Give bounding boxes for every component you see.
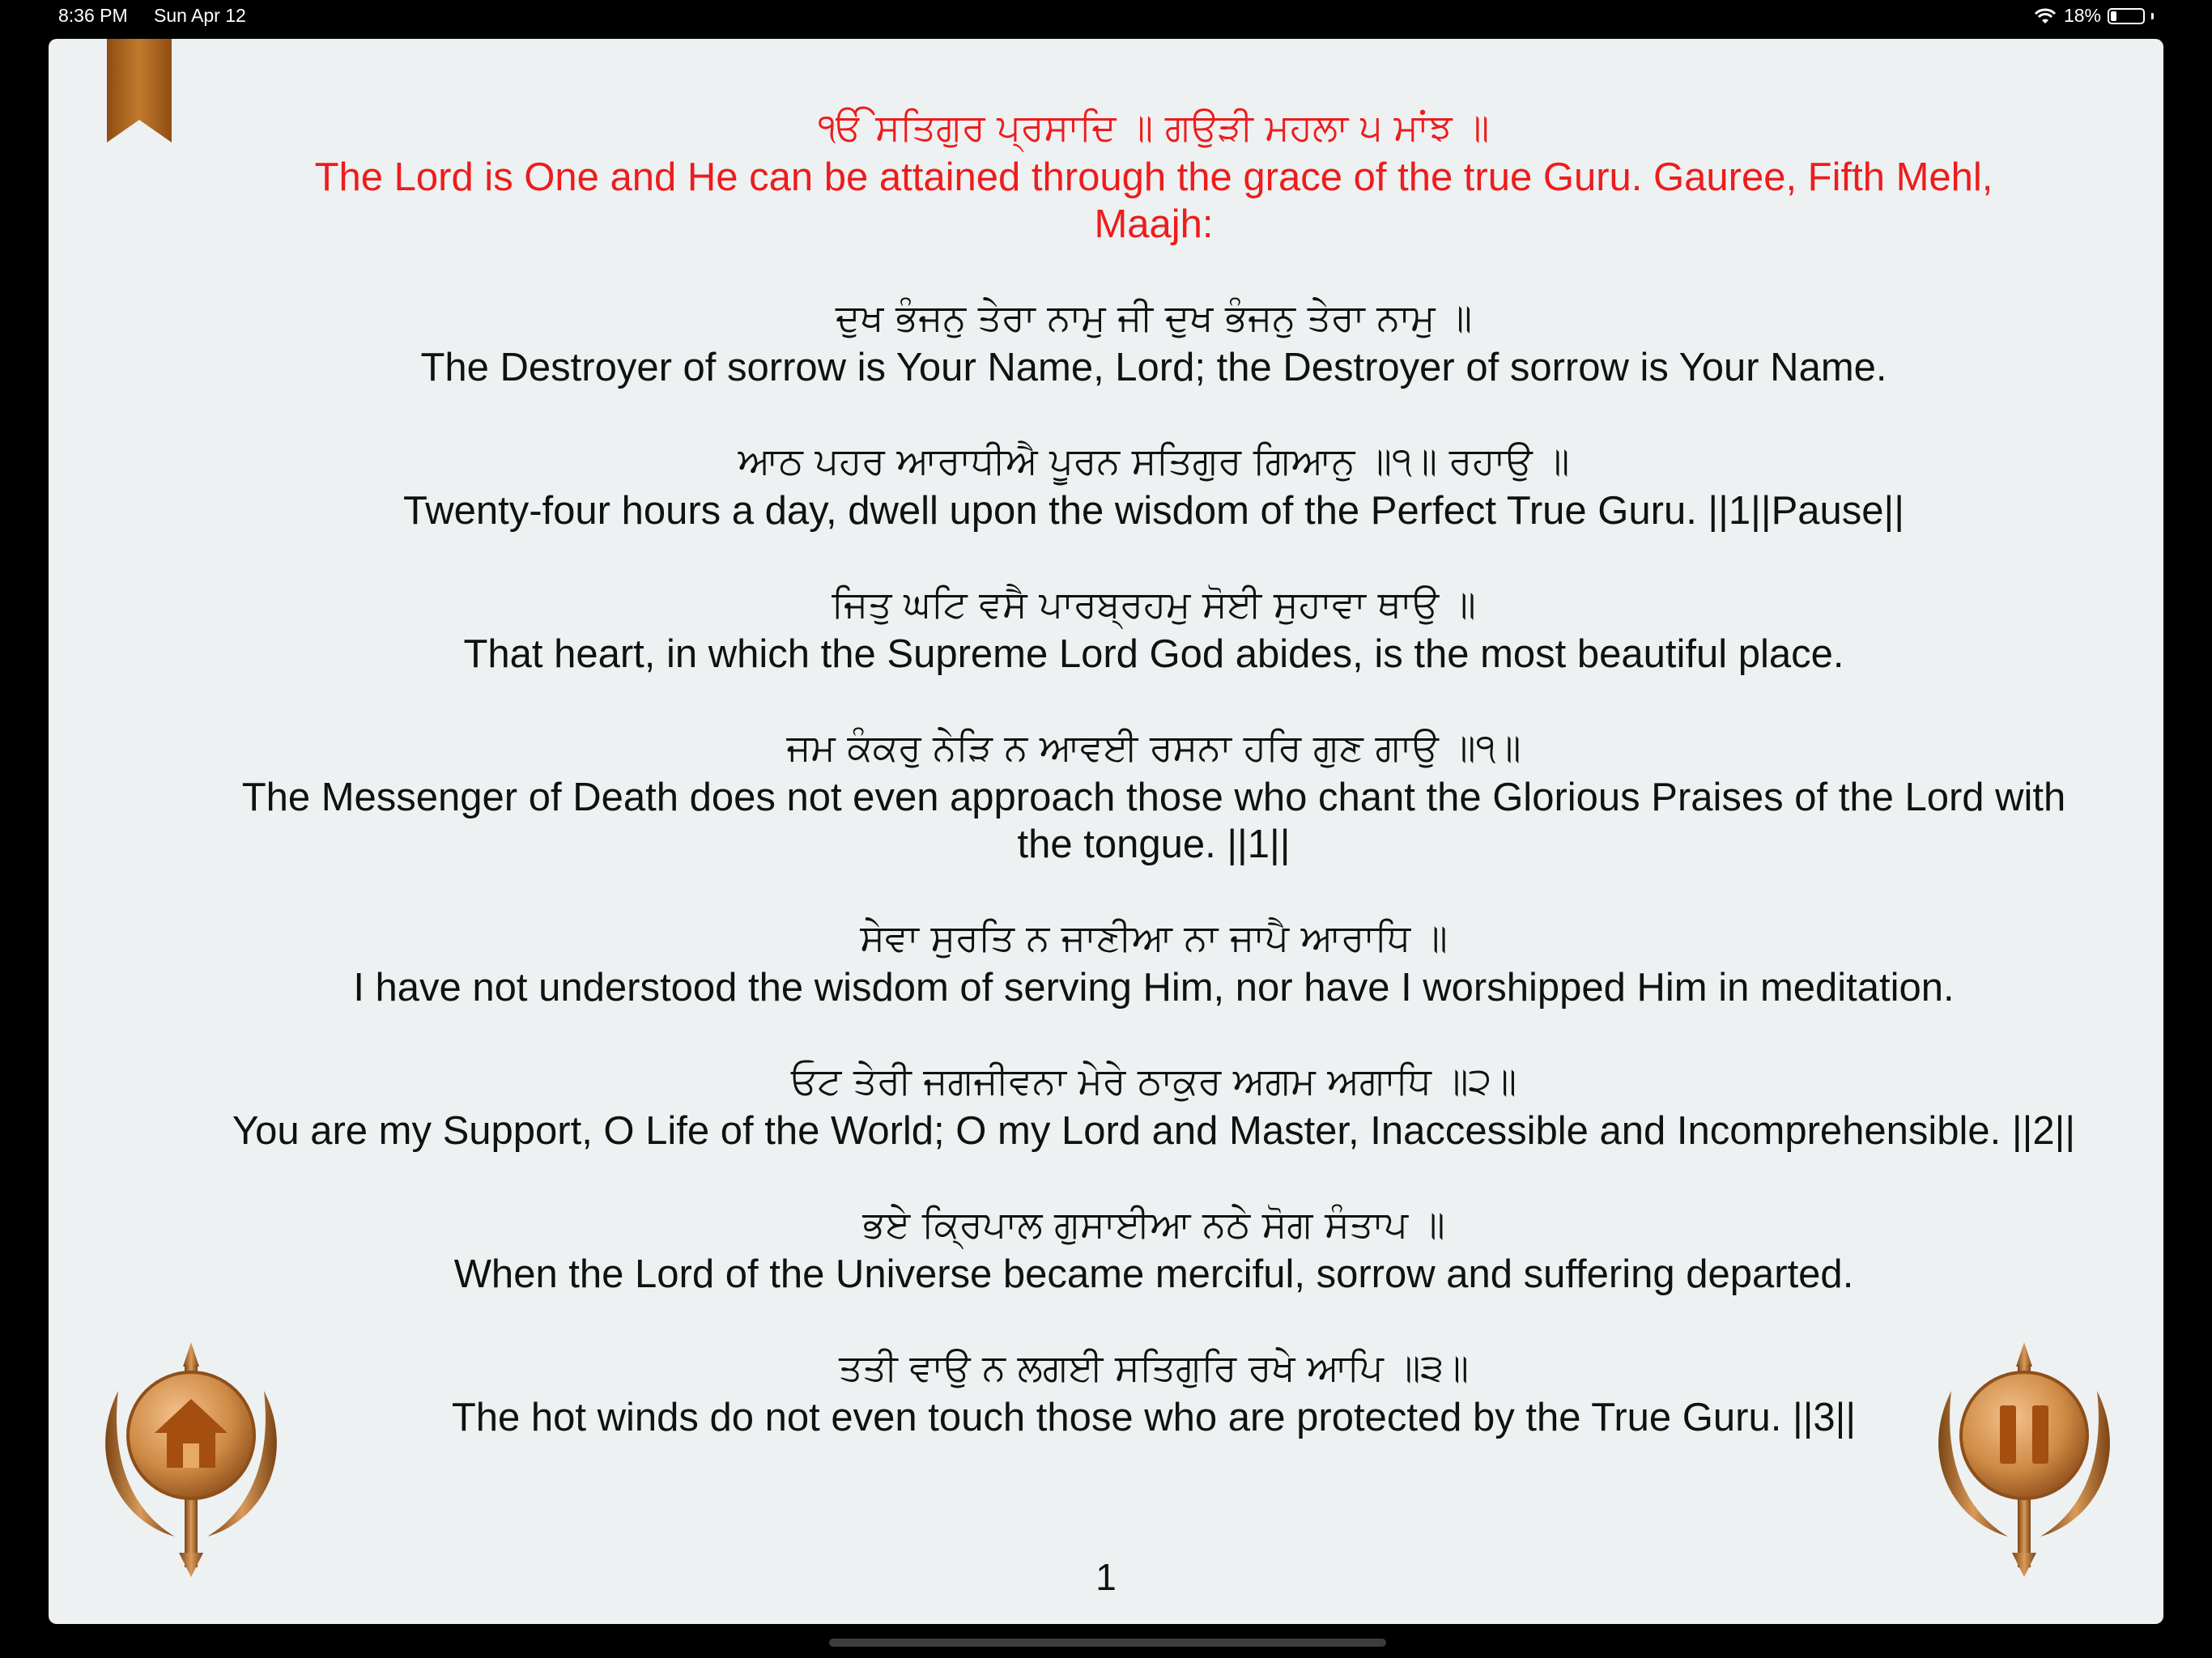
heading-gurmukhi: ੴ ਸਤਿਗੁਰ ਪ੍ਰਸਾਦਿ ॥ ਗਉੜੀ ਮਹਲਾ ੫ ਮਾਂਝ ॥	[818, 105, 1490, 149]
verse-gurmukhi: ਓਟ ਤੇਰੀ ਜਗਜੀਵਨਾ ਮੇਰੇ ਠਾਕੁਰ ਅਗਮ ਅਗਾਧਿ ॥੨॥	[790, 1059, 1517, 1103]
verse	[146, 914, 2162, 1011]
pause-button[interactable]	[1919, 1334, 2129, 1593]
scripture-content	[146, 104, 2162, 1441]
verse-english: Twenty-four hours a day, dwell upon the wisdom of the Perfect True Guru. ||1||Pause||	[402, 489, 1904, 533]
khanda-emblem-icon	[1919, 1334, 2129, 1593]
verse-gurmukhi: ਜਿਤੁ ਘਟਿ ਵਸੈ ਪਾਰਬ੍ਰਹਮੁ ਸੋਈ ਸੁਹਾਵਾ ਥਾਉ ॥	[832, 582, 1476, 626]
verse	[146, 724, 2162, 868]
home-indicator[interactable]	[829, 1639, 1386, 1647]
battery-nub	[2151, 13, 2154, 19]
status-bar	[0, 0, 2212, 36]
reader-page[interactable]	[49, 39, 2163, 1624]
verse-gurmukhi: ਤਤੀ ਵਾਉ ਨ ਲਗਈ ਸਤਿਗੁਰਿ ਰਖੇ ਆਪਿ ॥੩॥	[839, 1346, 1469, 1389]
verse-gurmukhi: ਸੇਵਾ ਸੁਰਤਿ ਨ ਜਾਣੀਆ ਨਾ ਜਾਪੈ ਆਰਾਧਿ ॥	[860, 916, 1448, 959]
status-time: 8:36 PM	[58, 5, 128, 26]
verse-list	[146, 294, 2162, 1441]
verse	[146, 580, 2162, 678]
verse-gurmukhi: ਭਏ ਕ੍ਰਿਪਾਲ ਗੁਸਾਈਆ ਨਠੇ ਸੋਗ ਸੰਤਾਪ ॥	[862, 1202, 1445, 1246]
verse-english: You are my Support, O Life of the World; O my Lord and Master, Inaccessible and Incomprehensible. ||2||	[232, 1109, 2076, 1153]
verse	[146, 1201, 2162, 1298]
verse-english: The Destroyer of sorrow is Your Name, Lord; the Destroyer of sorrow is Your Name.	[420, 346, 1887, 389]
verse	[146, 437, 2162, 534]
status-right	[2033, 5, 2154, 27]
page-number: 1	[1095, 1556, 1117, 1598]
verse-gurmukhi: ਆਠ ਪਹਰ ਆਰਾਧੀਐ ਪੂਰਨ ਸਤਿਗੁਰ ਗਿਆਨੁ ॥੧॥ ਰਹਾਉ ॥	[738, 439, 1570, 483]
verse-gurmukhi: ਜਮ ਕੰਕਰੁ ਨੇੜਿ ਨ ਆਵਈ ਰਸਨਾ ਹਰਿ ਗੁਣ ਗਾਉ ॥੧॥	[786, 725, 1521, 769]
verse-english: I have not understood the wisdom of serving Him, nor have I worshipped Him in meditation.	[353, 966, 1955, 1010]
battery-icon	[2108, 8, 2145, 24]
verse	[146, 1344, 2162, 1441]
home-button[interactable]	[86, 1334, 296, 1593]
verse-gurmukhi: ਦੁਖ ਭੰਜਨੁ ਤੇਰਾ ਨਾਮੁ ਜੀ ਦੁਖ ਭੰਜਨੁ ਤੇਰਾ ਨਾਮੁ ॥	[835, 295, 1473, 339]
verse-english: That heart, in which the Supreme Lord God abides, is the most beautiful place.	[463, 632, 1844, 676]
wifi-icon	[2033, 7, 2057, 25]
status-date: Sun Apr 12	[154, 5, 246, 26]
verse	[146, 1057, 2162, 1154]
khanda-emblem-icon	[86, 1334, 296, 1593]
heading-english: The Lord is One and He can be attained through the grace of the true Guru. Gauree, Fifth Mehl, Maajh:	[314, 155, 1993, 246]
verse-english: The hot winds do not even touch those who are protected by the True Guru. ||3||	[451, 1396, 1857, 1439]
battery-fill	[2111, 11, 2116, 21]
verse-english: When the Lord of the Universe became merciful, sorrow and suffering departed.	[453, 1252, 1854, 1296]
verse	[146, 294, 2162, 391]
battery-percent: 18%	[2063, 5, 2101, 26]
verse-english: The Messenger of Death does not even approach those who chant the Glorious Praises of the Lord with the tongue. ||1||	[241, 776, 2066, 866]
